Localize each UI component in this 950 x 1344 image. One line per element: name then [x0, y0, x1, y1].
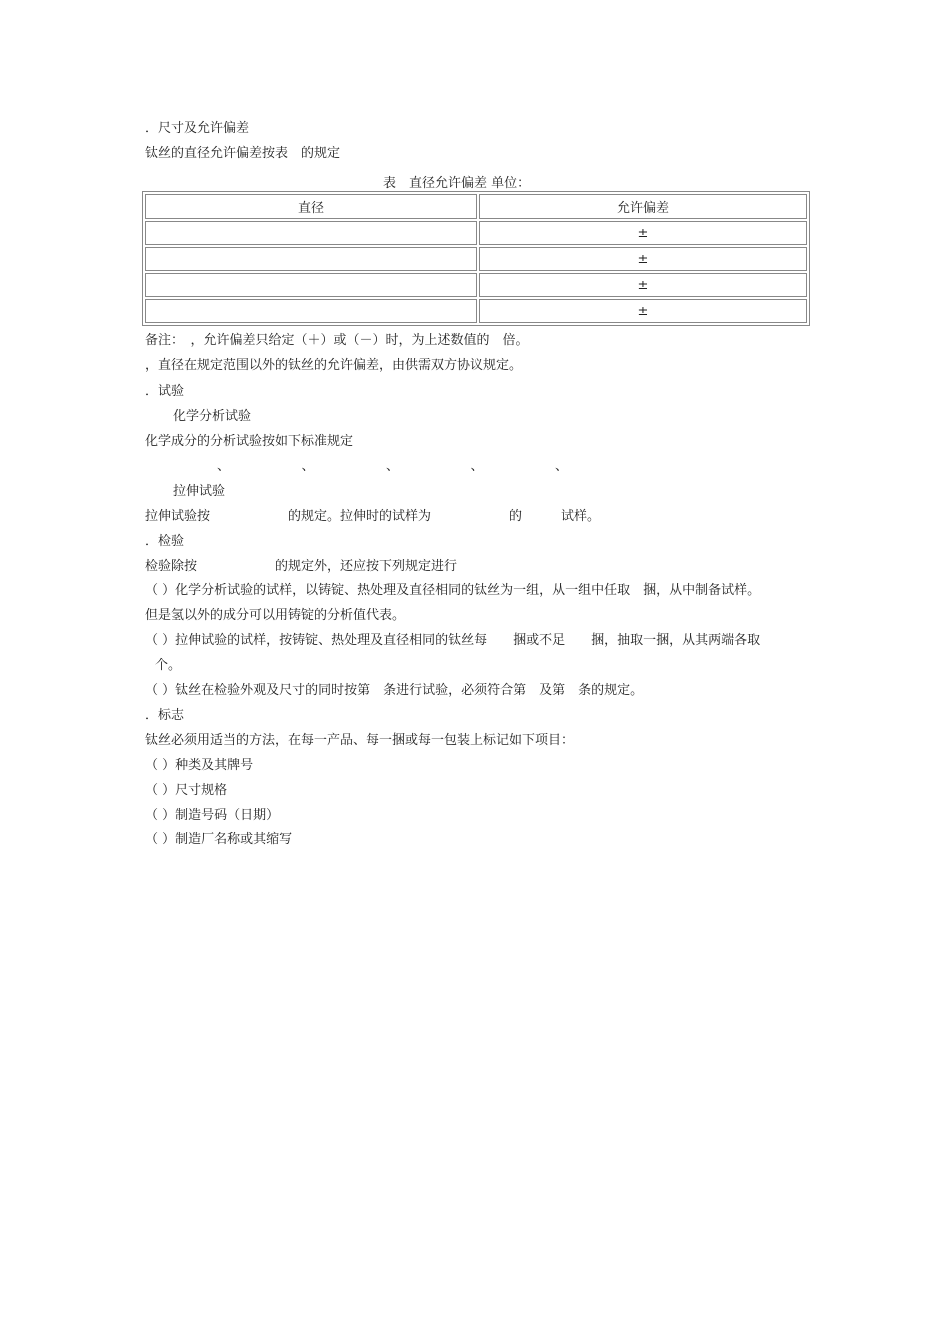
inspect-intro: 检验除按 的规定外，还应按下列规定进行: [145, 559, 458, 574]
table-row: [145, 247, 807, 271]
chem-analysis-title: 化学分析试验: [173, 409, 252, 424]
table-row: [145, 299, 807, 323]
inspect-item-1a: （ ）化学分析试验的试样，以铸锭、热处理及直径相同的钛丝为一组，从一组中任取 捆，从中制备试样。: [145, 583, 761, 598]
section-mark-heading: ．标志: [145, 708, 185, 723]
table-row: [145, 273, 807, 297]
section-inspect-heading: ．检验: [145, 534, 185, 549]
list-item: （ ）制造号码（日期）: [145, 808, 280, 823]
note-1: 备注： ，允许偏差只给定（＋）或（－）时，为上述数值的 倍。: [145, 333, 529, 348]
list-item: （ ）制造厂名称或其缩写: [145, 832, 293, 847]
table-row: [145, 221, 807, 245]
cell-diameter: [145, 273, 477, 297]
header-diameter: 直径: [145, 194, 477, 219]
cell-diameter: [145, 247, 477, 271]
chem-analysis-text: 化学成分的分析试验按如下标准规定: [145, 434, 354, 449]
inspect-item-3: （ ）钛丝在检验外观及尺寸的同时按第 条进行试验，必须符合第 及第 条的规定。: [145, 683, 644, 698]
inspect-item-2a: （ ）拉伸试验的试样，按铸锭、热处理及直径相同的钛丝每 捆或不足 捆，抽取一捆，从其两端各取: [145, 633, 761, 648]
inspect-item-2b: 个。: [155, 658, 182, 673]
list-item: （ ）种类及其牌号: [145, 758, 254, 773]
section-size-heading: ．尺寸及允许偏差: [145, 121, 250, 136]
tensile-text: 拉伸试验按 的规定。拉伸时的试样为 的 试样。: [145, 509, 601, 524]
standards-line: 、 、 、 、 、: [217, 459, 569, 474]
table-caption: 表 直径允许偏差 单位：: [383, 176, 531, 191]
tolerance-table: [142, 191, 810, 326]
cell-diameter: [145, 221, 477, 245]
cell-tolerance: ±: [479, 247, 807, 271]
cell-tolerance: ±: [479, 273, 807, 297]
section-test-heading: ．试验: [145, 384, 185, 399]
inspect-item-1b: 但是氢以外的成分可以用铸锭的分析值代表。: [145, 608, 406, 623]
table-header-row: [145, 194, 807, 219]
cell-tolerance: ±: [479, 299, 807, 323]
list-item: （ ）尺寸规格: [145, 783, 228, 798]
note-2: ，直径在规定范围以外的钛丝的允许偏差，由供需双方协议规定。: [145, 358, 523, 373]
header-tolerance: 允许偏差: [479, 194, 807, 219]
section-size-intro: 钛丝的直径允许偏差按表 的规定: [145, 146, 341, 161]
mark-intro: 钛丝必须用适当的方法，在每一产品、每一捆或每一包装上标记如下项目：: [145, 733, 575, 748]
cell-diameter: [145, 299, 477, 323]
cell-tolerance: ±: [479, 221, 807, 245]
tensile-title: 拉伸试验: [173, 484, 226, 499]
